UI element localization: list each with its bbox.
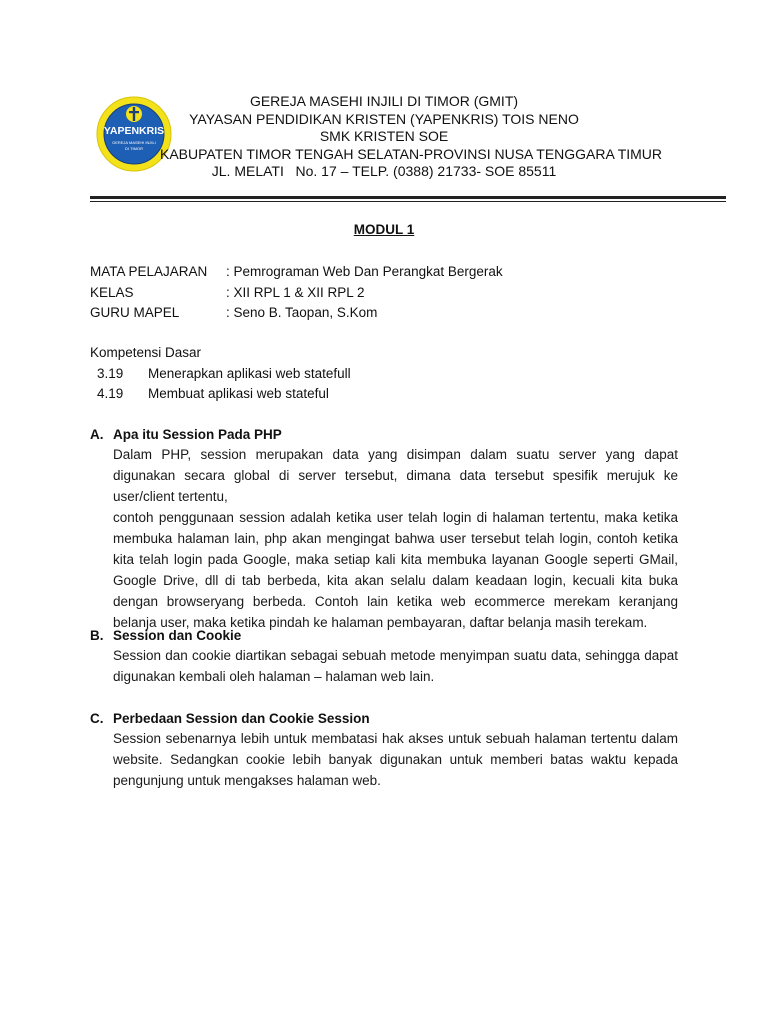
info-value: : XII RPL 1 & XII RPL 2: [226, 284, 365, 300]
section-c: [90, 709, 678, 791]
logo-subtext-1: GEREJA MASEHI INJILI: [112, 140, 156, 145]
competency-number: 4.19: [97, 386, 124, 401]
info-row-class: [90, 283, 503, 304]
section-body: [113, 444, 678, 633]
info-label: MATA PELAJARAN: [90, 264, 208, 279]
letterhead-divider-thin: [90, 201, 726, 202]
section-body: [113, 645, 678, 687]
section-letter: C.: [90, 711, 104, 726]
paragraph: Session sebenarnya lebih untuk membatasi hak akses untuk sebuah halaman tertentu dalam website. Sedangkan cookie lebih banyak digunakan untuk memberi batas waktu kepada pengunjung untuk mengakses halaman web.: [113, 731, 678, 788]
letterhead-line-school: SMK KRISTEN SOE: [319, 128, 449, 144]
letterhead-line-address: JL. MELATI No. 17 – TELP. (0388) 21733- SOE 85511: [211, 163, 557, 179]
letterhead-line-region: KABUPATEN TIMOR TENGAH SELATAN-PROVINSI NUSA TENGGARA TIMUR: [160, 145, 663, 162]
logo-text: YAPENKRIS: [103, 125, 165, 137]
subject-info: [90, 262, 503, 324]
competency-number: 3.19: [97, 365, 124, 381]
info-row-subject: [90, 262, 503, 283]
section-title: Session dan Cookie: [113, 628, 242, 643]
section-heading: [90, 425, 678, 444]
section-title: Perbedaan Session dan Cookie Session: [113, 711, 370, 726]
logo-subtext-2: DI TIMOR: [125, 146, 143, 151]
info-row-teacher: [90, 303, 503, 324]
letterhead: [160, 93, 663, 181]
section-b: [90, 626, 678, 687]
competency-text: Membuat aplikasi web stateful: [148, 386, 329, 401]
section-heading: [90, 626, 678, 645]
letterhead-divider-thick: [90, 196, 726, 199]
paragraph: Session dan cookie diartikan sebagai sebuah metode menyimpan suatu data, sehingga dapat digunakan kembali oleh halaman – halaman web lain.: [113, 648, 678, 684]
letterhead-line-foundation: YAYASAN PENDIDIKAN KRISTEN (YAPENKRIS) TOIS NENO: [189, 110, 579, 127]
competency-item: [90, 364, 351, 385]
paragraph: contoh penggunaan session adalah ketika user telah login di halaman tertentu, maka ketika membuka halaman lain, php akan mengingat bahwa user tersebut telah login, contoh ketika kita telah login pada Google, maka setiap kali kita membuka layanan Google seperti GMail, Google Drive, dll di tab berbeda, kita akan selalu dalam keadaan login, kecuali kita buka dengan browseryang berbeda. Contoh lain ketika web ecommerce merekam keranjang belanja user, maka ketika pindah ke halaman pembayaran, daftar belanja masih terekam.: [113, 510, 678, 630]
section-heading: [90, 709, 678, 728]
competency-text: Menerapkan aplikasi web statefull: [148, 365, 351, 381]
competency-title: Kompetensi Dasar: [90, 345, 202, 360]
info-value: : Seno B. Taopan, S.Kom: [226, 305, 378, 320]
section-title: Apa itu Session Pada PHP: [113, 427, 282, 442]
section-body: [113, 728, 678, 791]
module-title: MODUL 1: [353, 222, 415, 237]
letterhead-line-church: GEREJA MASEHI INJILI DI TIMOR (GMIT): [249, 93, 519, 109]
paragraph: Dalam PHP, session merupakan data yang disimpan dalam suatu server yang dapat digunakan secara global di server tersebut, dimana data tersebut spesifik merujuk ke user/client tertentu,: [113, 447, 678, 504]
info-label: KELAS: [90, 284, 134, 300]
info-label: GURU MAPEL: [90, 305, 180, 320]
section-a: [90, 425, 678, 633]
info-value: : Pemrograman Web Dan Perangkat Bergerak: [226, 264, 503, 279]
section-letter: A.: [90, 427, 104, 442]
competency-section: [90, 343, 351, 405]
section-letter: B.: [90, 628, 104, 643]
competency-item: [90, 384, 351, 405]
